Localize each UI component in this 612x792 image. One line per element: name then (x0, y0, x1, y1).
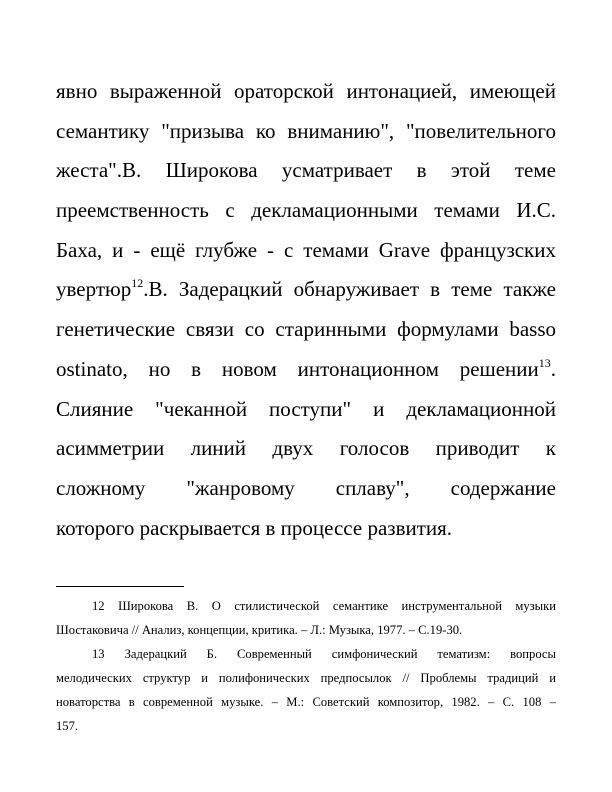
text-line-10: асимметрии линий двух голосов приводит к (56, 436, 556, 461)
text-line-6 (56, 270, 556, 310)
footnote-13-line-1: 13 Задерацкий Б. Современный симфонический тематизм: вопросы (92, 647, 556, 661)
footnote-12-line-2: Шостаковича // Анализ, концепции, критика. – Л.: Музыка, 1977. – С.19-30. (56, 623, 463, 637)
footnote-13-line-3: новаторства в современной музыке. – М.: Советский композитор, 1982. – С. 108 – (56, 695, 556, 709)
text-line-7: генетические связи со старинными формулами basso (56, 317, 556, 342)
footnote-ref-12[interactable]: 12 (131, 276, 144, 291)
text-line-2: семантику "призыва ко вниманию", "повелительного (56, 118, 556, 143)
text-line-11: сложному "жанровому сплаву", содержание (56, 475, 556, 500)
footnote-13-line-2: мелодических структур и полифонических предпосылок // Проблемы традиций и (56, 671, 556, 685)
footnote-ref-13[interactable]: 13 (538, 355, 551, 370)
text-line-6-start: увертюр (56, 277, 132, 302)
footnotes (56, 594, 556, 738)
footnote-13-line-4: 157. (56, 719, 79, 733)
text-line-5: Баха, и - ещё глубже - с темами Grave французских (56, 237, 556, 262)
text-line-8-start: ostinato, но в новом интонационном решении (56, 356, 539, 381)
text-line-9: Слияние "чеканной поступи" и декламационной (56, 396, 556, 421)
main-text (56, 72, 556, 548)
text-line-1: явно выраженной ораторской интонацией, имеющей (56, 79, 556, 103)
text-line-8-end: . (550, 356, 556, 381)
footnote-divider (56, 586, 184, 587)
text-line-6-end: .В. Задерацкий обнаруживает в теме также (143, 277, 556, 302)
text-line-4: преемственность с декламационными темами И.С. (56, 198, 556, 223)
text-line-12: которого раскрывается в процессе развития. (56, 515, 453, 540)
footnote-12-line-1: 12 Широкова В. О стилистической семантике инструментальной музыки (92, 599, 556, 613)
text-line-8 (56, 350, 556, 390)
text-line-3: жеста".В. Широкова усматривает в этой теме (56, 158, 556, 183)
